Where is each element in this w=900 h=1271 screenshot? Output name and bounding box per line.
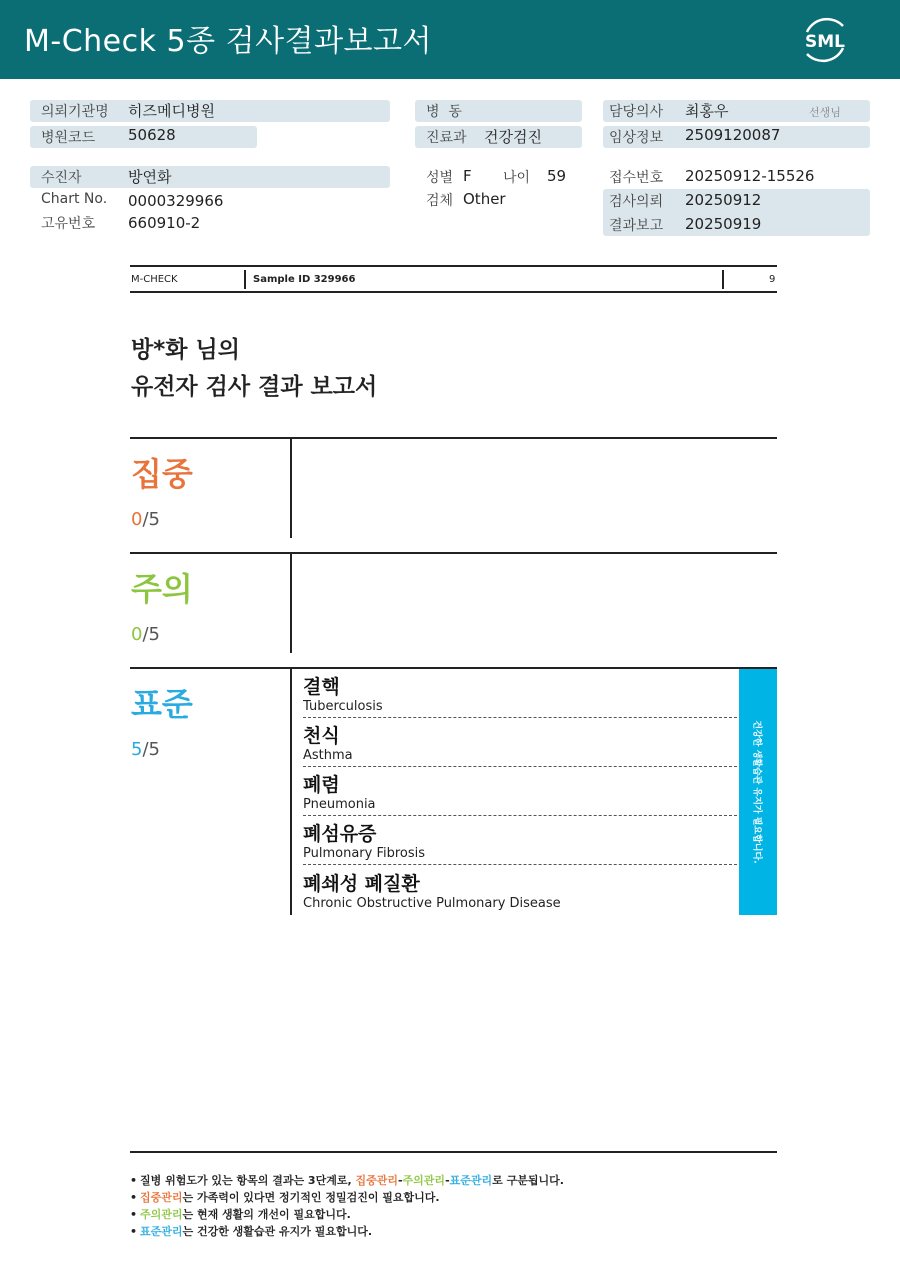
footnote-1-dash1: - xyxy=(397,1174,403,1187)
item-name-en: Chronic Obstructive Pulmonary Disease xyxy=(303,896,561,911)
footnote-1-focus: 집중관리 xyxy=(355,1174,398,1187)
standard-total: /5 xyxy=(142,739,160,760)
doctor-suffix: 선생님 xyxy=(809,106,841,119)
item-name-kr: 폐렴 xyxy=(303,774,340,796)
sample-bar xyxy=(130,265,777,293)
clinical-label: 임상정보 xyxy=(609,130,664,146)
footnote-3-key: 주의관리 xyxy=(140,1208,183,1221)
footnote-3-text: 는 현재 생활의 개선이 필요합니다. xyxy=(182,1208,351,1221)
item-divider xyxy=(303,766,737,767)
sample-separator xyxy=(244,270,246,289)
footnote-2-text: 는 가족력이 있다면 정기적인 정밀검진이 필요합니다. xyxy=(182,1191,440,1204)
footnote-1 xyxy=(130,1172,564,1188)
ward-label: 병 동 xyxy=(426,104,462,120)
caution-vline xyxy=(290,554,292,653)
footnote-1-caution: 주의관리 xyxy=(402,1174,446,1187)
bullet: • xyxy=(130,1208,138,1221)
bullet: • xyxy=(130,1174,138,1187)
request-label: 검사의뢰 xyxy=(609,194,664,210)
report-date-value: 20250919 xyxy=(685,215,762,233)
sml-logo-icon xyxy=(797,12,853,68)
standard-item xyxy=(303,869,737,911)
hospital-code-label: 병원코드 xyxy=(41,130,96,146)
age-value: 59 xyxy=(547,167,567,185)
age-label: 나이 xyxy=(503,170,531,186)
patient-row xyxy=(30,166,390,188)
clinical-value: 2509120087 xyxy=(685,126,781,144)
page-separator xyxy=(722,270,724,289)
chart-value: 0000329966 xyxy=(128,192,224,210)
caution-score xyxy=(131,624,160,645)
footnote-2 xyxy=(130,1189,440,1205)
receipt-label: 접수번호 xyxy=(609,170,664,186)
report-heading-title: 유전자 검사 결과 보고서 xyxy=(131,374,378,400)
item-divider xyxy=(303,717,737,718)
institution-value: 히즈메디병원 xyxy=(128,102,215,120)
caution-count: 0 xyxy=(131,624,143,645)
department-value: 건강검진 xyxy=(484,128,542,146)
footnote-1-pre: 질병 위험도가 있는 항목의 결과는 3단계로, xyxy=(140,1174,356,1187)
specimen-label: 검체 xyxy=(426,193,454,209)
item-name-en: Pneumonia xyxy=(303,797,376,812)
standard-label: 표준 xyxy=(131,685,193,723)
footnote-1-dash2: - xyxy=(445,1174,450,1187)
product-name: M-CHECK xyxy=(131,274,178,285)
standard-score xyxy=(131,739,160,760)
patient-label: 수진자 xyxy=(41,170,82,186)
doctor-label: 담당의사 xyxy=(609,104,664,120)
sml-logo-text: SML xyxy=(805,32,845,52)
hospital-code-value: 50628 xyxy=(128,126,176,144)
focus-count: 0 xyxy=(131,509,143,530)
sex-label: 성별 xyxy=(426,170,454,186)
institution-label: 의뢰기관명 xyxy=(41,104,109,120)
department-label: 진료과 xyxy=(426,130,467,146)
footnote-3 xyxy=(130,1206,351,1222)
focus-score xyxy=(131,509,160,530)
sex-value: F xyxy=(463,167,472,185)
standard-vline xyxy=(290,669,292,915)
standard-item xyxy=(303,819,737,861)
item-name-en: Asthma xyxy=(303,748,353,763)
specimen-value: Other xyxy=(463,190,506,208)
unique-id-label: 고유번호 xyxy=(41,216,96,232)
item-name-kr: 천식 xyxy=(303,725,340,747)
receipt-value: 20250912-15526 xyxy=(685,167,815,185)
report-heading-name: 방*화 님의 xyxy=(131,337,240,363)
footnote-4-text: 는 건강한 생활습관 유지가 필요합니다. xyxy=(182,1225,373,1238)
report-date-label: 결과보고 xyxy=(609,218,664,234)
unique-id-value: 660910-2 xyxy=(128,214,201,232)
footnote-2-key: 집중관리 xyxy=(140,1191,183,1204)
chart-label: Chart No. xyxy=(41,191,108,207)
standard-divider xyxy=(130,667,777,669)
item-name-en: Pulmonary Fibrosis xyxy=(303,846,426,861)
footnote-4 xyxy=(130,1223,372,1239)
item-name-en: Tuberculosis xyxy=(303,699,383,714)
standard-item xyxy=(303,672,737,714)
item-divider xyxy=(303,864,737,865)
standard-item xyxy=(303,770,737,812)
request-value: 20250912 xyxy=(685,191,762,209)
sample-id: Sample ID 329966 xyxy=(253,274,356,285)
footnote-4-key: 표준관리 xyxy=(140,1225,183,1238)
sml-logo xyxy=(797,12,853,68)
standard-item xyxy=(303,721,737,763)
page-number: 9 xyxy=(769,274,776,285)
header-bar xyxy=(0,0,900,79)
focus-vline xyxy=(290,439,292,538)
caution-total: /5 xyxy=(142,624,160,645)
footnote-divider xyxy=(130,1151,777,1153)
caution-label: 주의 xyxy=(131,570,193,608)
footnote-1-standard: 표준관리 xyxy=(449,1174,493,1187)
item-name-kr: 폐섬유증 xyxy=(303,823,377,845)
doctor-value: 최홍우 xyxy=(685,102,729,120)
footnote-1-post: 로 구분됩니다. xyxy=(492,1174,564,1187)
bullet: • xyxy=(130,1225,138,1238)
standard-count: 5 xyxy=(131,739,143,760)
standard-banner-text: 건강한 생활습관 유지가 필요합니다. xyxy=(751,720,762,864)
item-divider xyxy=(303,815,737,816)
focus-label: 집중 xyxy=(131,455,193,493)
standard-banner xyxy=(739,669,777,915)
item-name-kr: 폐쇄성 폐질환 xyxy=(303,873,420,895)
focus-total: /5 xyxy=(142,509,160,530)
report-title: M-Check 5종 검사결과보고서 xyxy=(24,24,432,59)
bullet: • xyxy=(130,1191,138,1204)
patient-value: 방연화 xyxy=(128,168,172,186)
item-name-kr: 결핵 xyxy=(303,676,340,698)
focus-divider xyxy=(130,437,777,439)
caution-divider xyxy=(130,552,777,554)
